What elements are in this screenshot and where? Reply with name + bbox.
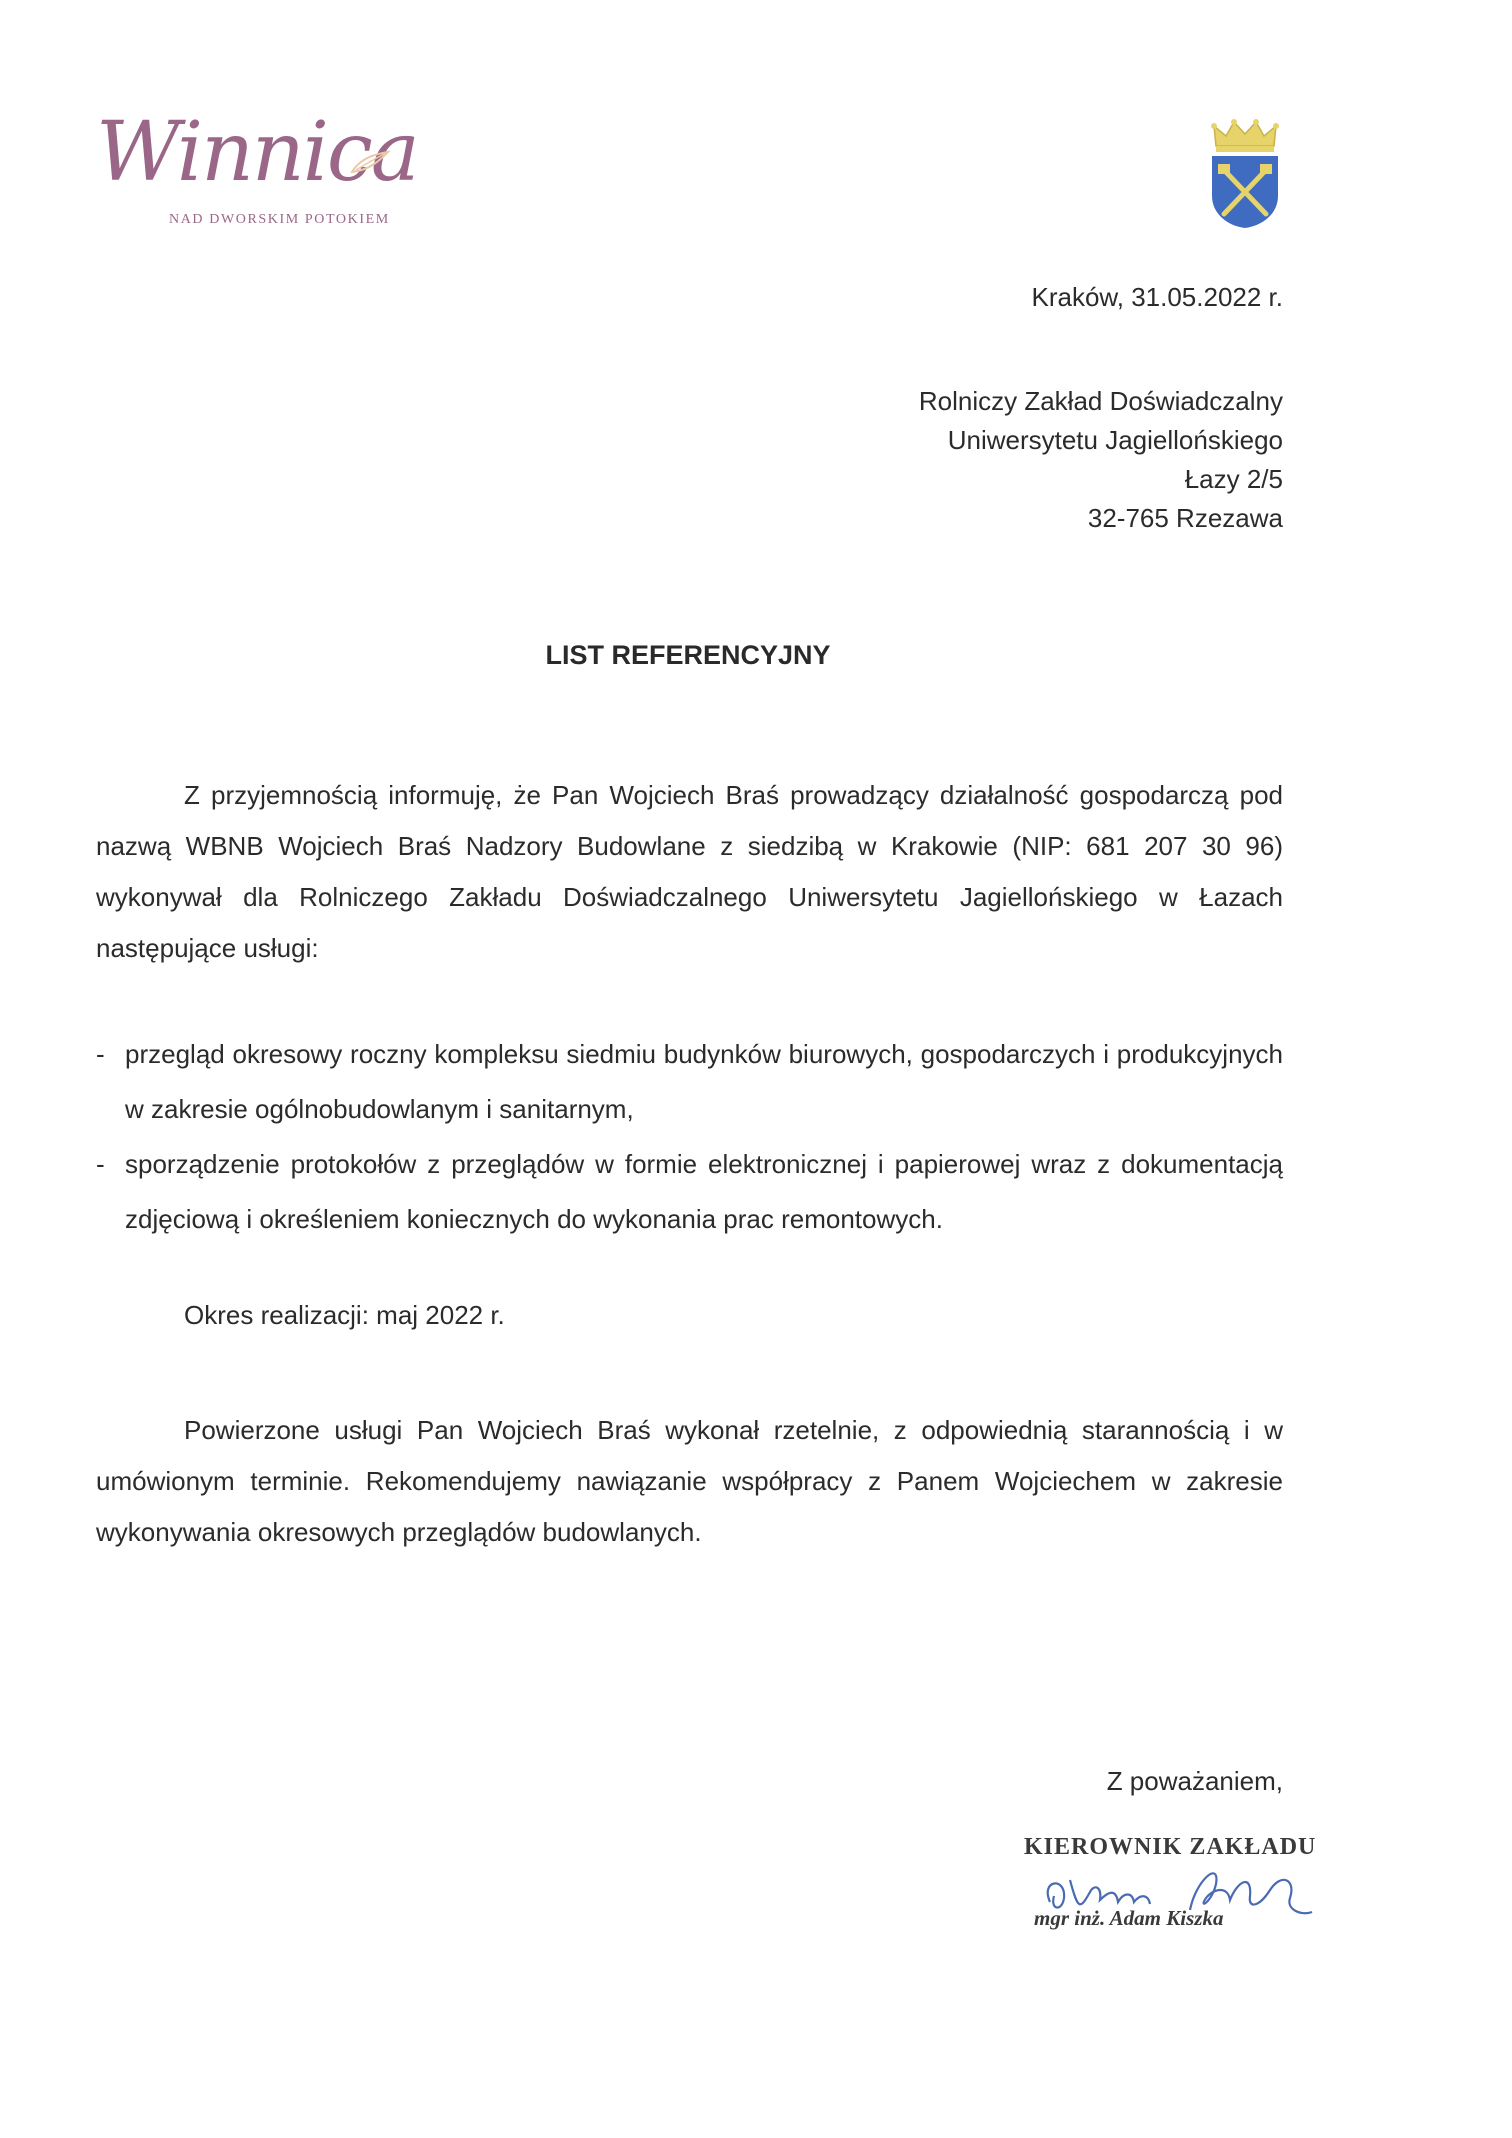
recipient-line: Łazy 2/5 <box>1184 464 1283 494</box>
signature-stamp <box>1020 1822 1320 1952</box>
logo-wordmark: Winnica <box>96 105 418 200</box>
logo-tagline: NAD DWORSKIM POTOKIEM <box>169 212 390 227</box>
recipient-address <box>919 382 1283 538</box>
recipient-line: Uniwersytetu Jagiellońskiego <box>947 425 1283 455</box>
stamp-title: KIEROWNIK ZAKŁADU <box>1024 1834 1317 1860</box>
list-item <box>96 1137 1283 1247</box>
recipient-line: 32-765 Rzezawa <box>1087 503 1283 533</box>
leaf-icon <box>350 150 390 180</box>
recommendation-paragraph: Powierzone usługi Pan Wojciech Braś wykonał rzetelnie, z odpowiednią starannością i w umówionym terminie. Rekomendujemy nawiązanie współpracy z Panem Wojciechem w zakresie wykonywania okresowych przeglądów budowlanych. <box>96 1415 1283 1547</box>
stamp-name: mgr inż. Adam Kiszka <box>1034 1906 1224 1930</box>
bullet-dash: - <box>96 1039 105 1069</box>
closing-phrase: Z poważaniem, <box>1106 1766 1283 1796</box>
list-item-text: przegląd okresowy roczny kompleksu siedmiu budynków biurowych, gospodarczych i produkcyjnych w zakresie ogólnobudowlanym i sanitarnym, <box>125 1039 1283 1124</box>
crest-icon <box>1208 118 1282 230</box>
letter-date: Kraków, 31.05.2022 r. <box>1031 282 1283 312</box>
recipient-line: Rolniczy Zakład Doświadczalny <box>918 386 1283 416</box>
list-item <box>96 1027 1283 1137</box>
letter-title: LIST REFERENCYJNY <box>545 640 831 670</box>
bullet-dash: - <box>96 1149 105 1179</box>
realization-period: Okres realizacji: maj 2022 r. <box>184 1300 505 1330</box>
intro-paragraph: Z przyjemnością informuję, że Pan Wojciech Braś prowadzący działalność gospodarczą pod nazwą WBNB Wojciech Braś Nadzory Budowlane z siedzibą w Krakowie (NIP: 681 207 30 96) wykonywał dla Rolniczego Zakładu Doświadczalnego Uniwersytetu Jagiellońskiego w Łazach następujące usługi: <box>96 780 1283 963</box>
services-list <box>96 1027 1283 1247</box>
winnica-logo <box>92 105 418 242</box>
list-item-text: sporządzenie protokołów z przeglądów w formie elektronicznej i papierowej wraz z dokumentacją zdjęciową i określeniem koniecznych do wykonania prac remontowych. <box>125 1149 1283 1234</box>
